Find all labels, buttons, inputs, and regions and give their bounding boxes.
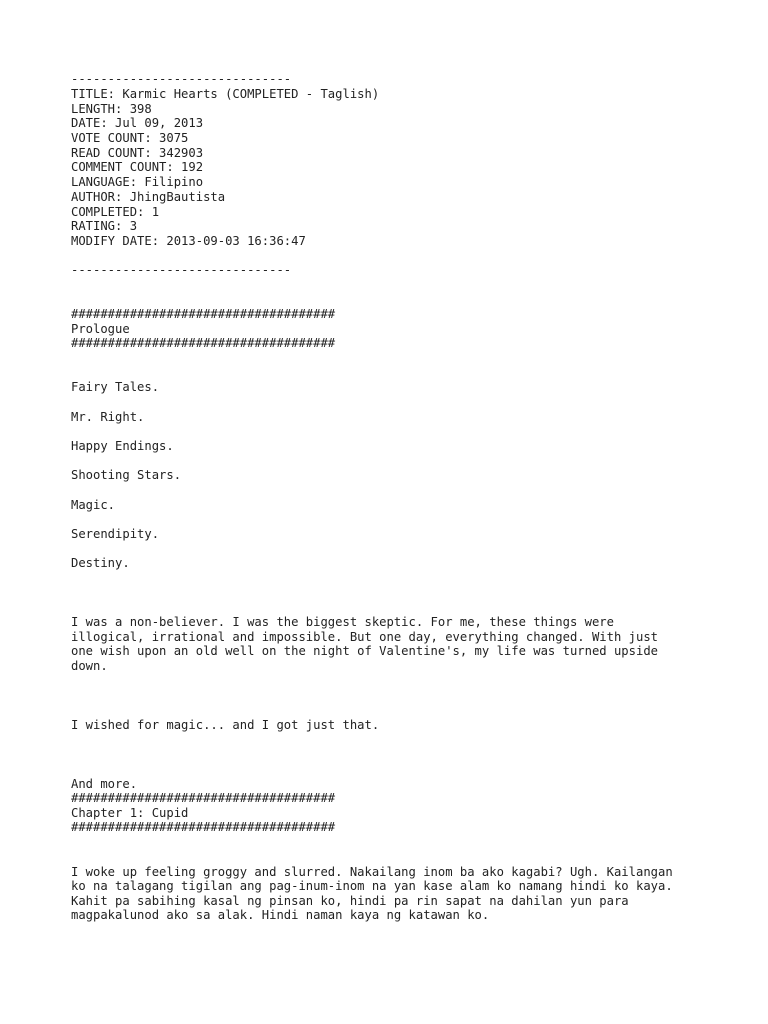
paragraph-line: Kahit pa sabihing kasal ng pinsan ko, hindi pa rin sapat na dahilan yun para — [71, 893, 629, 908]
metadata-completed: COMPLETED: 1 — [71, 204, 160, 219]
paragraph-line: ko na talagang tigilan ang pag-inum-inom na yan kase alam ko namang hindi ko kaya. — [71, 879, 673, 893]
metadata-modify-date: MODIFY DATE: 2013-09-03 16:36:47 — [71, 234, 306, 248]
paragraph-line: down. — [71, 658, 108, 673]
prologue-list-item: Serendipity. — [71, 527, 160, 541]
metadata-language: LANGUAGE: Filipino — [71, 175, 204, 189]
section-rule: #################################### — [71, 820, 336, 834]
paragraph-line: And more. — [71, 776, 138, 791]
metadata-date: DATE: Jul 09, 2013 — [71, 116, 204, 130]
metadata-read-count: READ COUNT: 342903 — [71, 145, 204, 160]
paragraph-line: one wish upon an old well on the night of Valentine's, my life was turned upside — [71, 644, 658, 658]
prologue-list-item: Fairy Tales. — [71, 380, 160, 394]
section-heading: Prologue — [71, 321, 130, 336]
metadata-rating: RATING: 3 — [71, 219, 138, 233]
section-rule: #################################### — [71, 791, 336, 805]
metadata-vote-count: VOTE COUNT: 3075 — [71, 131, 189, 145]
metadata-length: LENGTH: 398 — [71, 101, 152, 116]
metadata-author: AUTHOR: JhingBautista — [71, 189, 226, 204]
prologue-list-item: Mr. Right. — [71, 409, 145, 424]
prologue-list-item: Happy Endings. — [71, 439, 174, 453]
prologue-list-item: Magic. — [71, 497, 116, 512]
metadata-comment-count: COMMENT COUNT: 192 — [71, 160, 204, 174]
metadata-title: TITLE: Karmic Hearts (COMPLETED - Taglish) — [71, 87, 380, 101]
metadata-separator-top: ------------------------------ — [71, 72, 292, 86]
section-rule: #################################### — [71, 307, 336, 321]
prologue-list-item: Destiny. — [71, 556, 130, 570]
paragraph-line: magpakalunod ako sa alak. Hindi naman kaya ng katawan ko. — [71, 908, 490, 922]
paragraph-line: I woke up feeling groggy and slurred. Nakailang inom ba ako kagabi? Ugh. Kailangan — [71, 864, 673, 879]
paragraph-line: I wished for magic... and I got just that. — [71, 717, 380, 732]
section-rule: #################################### — [71, 336, 336, 350]
metadata-separator-bottom: ------------------------------ — [71, 263, 292, 277]
section-heading: Chapter 1: Cupid — [71, 805, 189, 820]
prologue-list-item: Shooting Stars. — [71, 468, 182, 482]
paragraph-line: illogical, irrational and impossible. But one day, everything changed. With just — [71, 629, 658, 644]
paragraph-line: I was a non-believer. I was the biggest skeptic. For me, these things were — [71, 615, 614, 629]
